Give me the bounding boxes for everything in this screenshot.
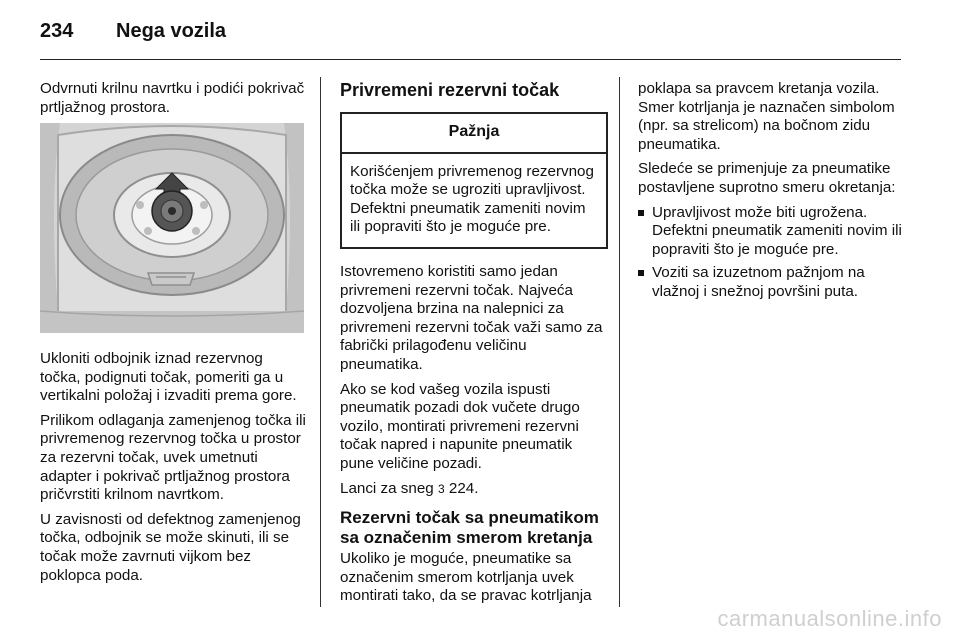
bullet-list (638, 204, 906, 302)
paragraph: Ukloniti odbojnik iznad rezervnog točka, podignuti točak, pomeriti ga u vertikalni položaj i izvaditi prema gore. (40, 350, 297, 405)
column-3 (638, 80, 906, 307)
paragraph: Ukoliko je moguće, pneumatike sa označenim smerom kotrljanja uvek montirati tako, da se pravac kotrljanja (340, 550, 592, 605)
warning-text: Korišćenjem privremenog rezervnog točka može se ugroziti upravljivost. Defektni pneumatik zameniti novim ili popraviti što je moguće pre. (350, 162, 594, 236)
paragraph: poklapa sa pravcem kretanja vozila. Smer kotrljanja je naznačen simbolom (npr. sa strelicom) na bočnom zidu pneumatika. (638, 80, 895, 153)
watermark: carmanualsonline.info (717, 606, 942, 631)
header-rule (40, 59, 901, 60)
paragraph: Istovremeno koristiti samo jedan privremeni rezervni točak. Najveća dozvoljena brzina na nalepnici za privremeni rezervni točak važi samo za fabrički prilagođenu veličinu pneumatika. (340, 262, 603, 373)
subsection-heading: Rezervni točak sa pneumatikom sa označenim smerom kretanja (340, 508, 599, 548)
list-item: Voziti sa izuzetnom pažnjom na vlažnoj i snežnoj površini puta. (638, 264, 906, 301)
column-1 (40, 80, 306, 123)
paragraph: Ako se kod vašeg vozila ispusti pneumatik pozadi dok vučete drugo vozilo, montirati privremeni rezervni točak napred i napunite pneumatik pune veličine pozadi. (340, 380, 580, 472)
paragraph: Sledeće se primenjuje za pneumatike postavljene suprotno smeru okretanja: (638, 160, 896, 196)
snow-chains-reference (340, 480, 608, 499)
list-item: Upravljivost može biti ugrožena. Defektni pneumatik zameniti novim ili popraviti što je moguće pre. (638, 204, 906, 260)
paragraph: Prilikom odlaganja zamenjenog točka ili privremenog rezervnog točka u prostor za rezervni točak, uvek umetnuti adapter i pokrivač prtljažnog prostora pričvrstiti krilnom navrtkom. (40, 411, 306, 504)
column-divider (619, 77, 620, 607)
warning-box (340, 112, 608, 249)
page-reference-arrow-icon: 3 (437, 481, 445, 496)
intro-paragraph: Odvrnuti krilnu navrtku i podići pokrivač prtljažnog prostora. (40, 80, 305, 116)
column-1-body (40, 350, 306, 591)
section-heading: Privremeni rezervni točak (340, 80, 560, 100)
page-reference-link[interactable]: 224. (448, 479, 479, 497)
spare-wheel-illustration (40, 123, 304, 333)
snow-chains-text: Lanci za sneg (340, 479, 434, 497)
paragraph: U zavisnosti od defektnog zamenjenog točka, odbojnik se može skinuti, ili se točak može zavrnuti vijkom bez poklopca poda. (40, 510, 301, 584)
page-title: Nega vozila (116, 20, 227, 42)
column-divider (320, 77, 321, 607)
warning-title: Pažnja (342, 114, 606, 154)
page-number: 234 (40, 20, 74, 42)
column-2 (340, 80, 608, 612)
